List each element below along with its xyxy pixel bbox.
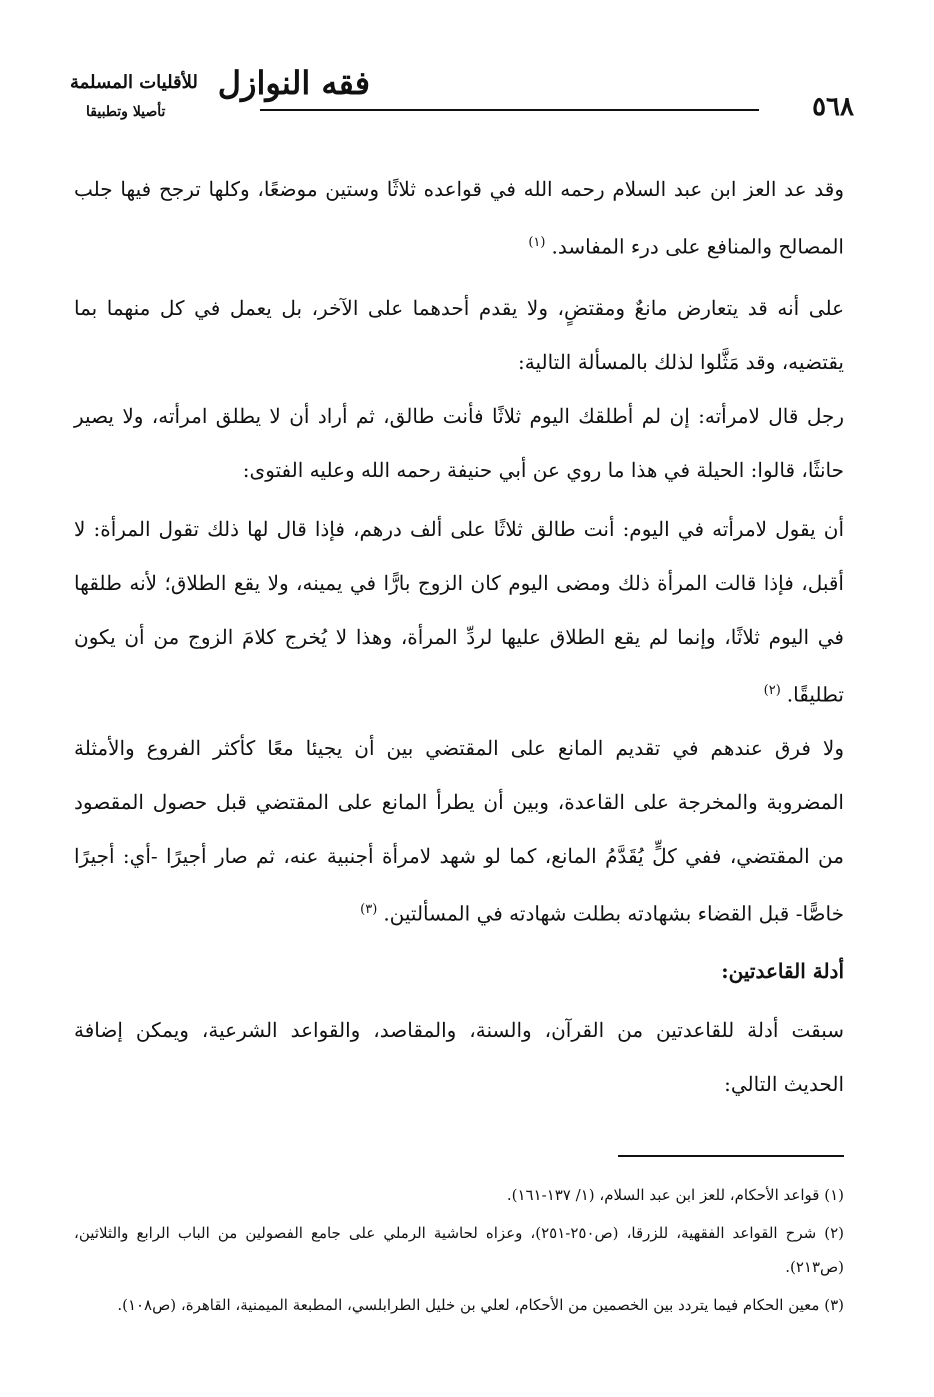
footnote-marker: (٢): [763, 683, 781, 698]
paragraph: [74, 162, 844, 274]
footnote-marker: (١): [528, 235, 546, 250]
footnote: (٣) معين الحكام فيما يتردد بين الخصمين من الأحكام، لعلي بن خليل الطرابلسي، المطبعة الميمنية، القاهرة، (ص١٠٨).: [117, 1296, 844, 1314]
paragraph: [74, 721, 844, 941]
page-header: [70, 62, 854, 140]
main-text: [74, 944, 844, 998]
page-number: ٥٦٨: [812, 92, 854, 122]
paragraph: [74, 389, 844, 497]
main-text: [74, 502, 844, 722]
book-title-logo: [70, 62, 370, 140]
section-heading: أدلة القاعدتين:: [721, 959, 844, 983]
main-text: [74, 389, 844, 497]
footnote-separator: [618, 1155, 844, 1157]
footnote: (١) قواعد الأحكام، للعز ابن عبد السلام، (١/ ١٣٧-١٦١).: [506, 1186, 844, 1204]
book-title-side: للأقليات المسلمة: [70, 72, 198, 93]
paragraph: [74, 502, 844, 722]
paragraph-text: وقد عد العز ابن عبد السلام رحمه الله في قواعده ثلاثًا وستين موضعًا، وكلها ترجح فيها جلب المصالح والمنافع على درء المفاسد.: [74, 177, 844, 259]
main-text: [74, 162, 844, 274]
paragraph-text: على أنه قد يتعارض مانعٌ ومقتضٍ، ولا يقدم أحدهما على الآخر، بل يعمل في كل منهما بما يقتضيه، وقد مَثَّلوا لذلك بالمسألة التالية:: [74, 296, 844, 374]
main-text: [74, 1003, 844, 1111]
paragraph-text: سبقت أدلة للقاعدتين من القرآن، والسنة، والمقاصد، والقواعد الشرعية، ويمكن إضافة الحديث التالي:: [74, 1018, 844, 1096]
main-text: [74, 281, 844, 389]
footnotes: [74, 1178, 844, 1326]
paragraph-text: أن يقول لامرأته في اليوم: أنت طالق ثلاثًا على ألف درهم، فإذا قال لها ذلك تقول المرأة: لا أقبل، فإذا قالت المرأة ذلك ومضى اليوم كان الزوج بارًّا في يمينه، ولا يقع الطلاق؛ لأنه طلقها في اليوم ثلاثًا، وإنما لم يقع الطلاق عليها لردِّ المرأة، وهذا لا يُخرج كلامَ الزوج من أن يكون تطليقًا.: [74, 517, 844, 707]
paragraph-text: ولا فرق عندهم في تقديم المانع على المقتضي بين أن يجيئا معًا كأكثر الفروع والأمثلة المضروبة والمخرجة على القاعدة، وبين أن يطرأ المانع على المقتضي قبل حصول المقصود من المقتضي، ففي كلٍّ يُقَدَّمُ المانع، كما لو شهد لامرأة أجنبية عنه، ثم صار أجيرًا -أي: أجيرًا خاصًّا- قبل القضاء بشهادته بطلت شهادته في المسألتين.: [74, 736, 844, 926]
footnote: (٢) شرح القواعد الفقهية، للزرقا، (ص٢٥٠-٢٥١)، وعزاه لحاشية الرملي على جامع الفصولين من الباب الرابع والثلاثين، (ص٢١٣).: [74, 1224, 844, 1276]
paragraph-text: رجل قال لامرأته: إن لم أطلقك اليوم ثلاثًا فأنت طالق، ثم أراد أن لا يطلق امرأته، ولا يصير حانثًا، قالوا: الحيلة في هذا ما روي عن أبي حنيفة رحمه الله وعليه الفتوى:: [74, 404, 844, 482]
footnote-marker: (٣): [360, 902, 378, 917]
book-subtitle: تأصيلا وتطبيقا: [86, 104, 166, 120]
paragraph: [74, 1003, 844, 1111]
paragraph: [74, 281, 844, 389]
book-title: فقه النوازل: [217, 64, 370, 102]
main-text: [74, 721, 844, 941]
